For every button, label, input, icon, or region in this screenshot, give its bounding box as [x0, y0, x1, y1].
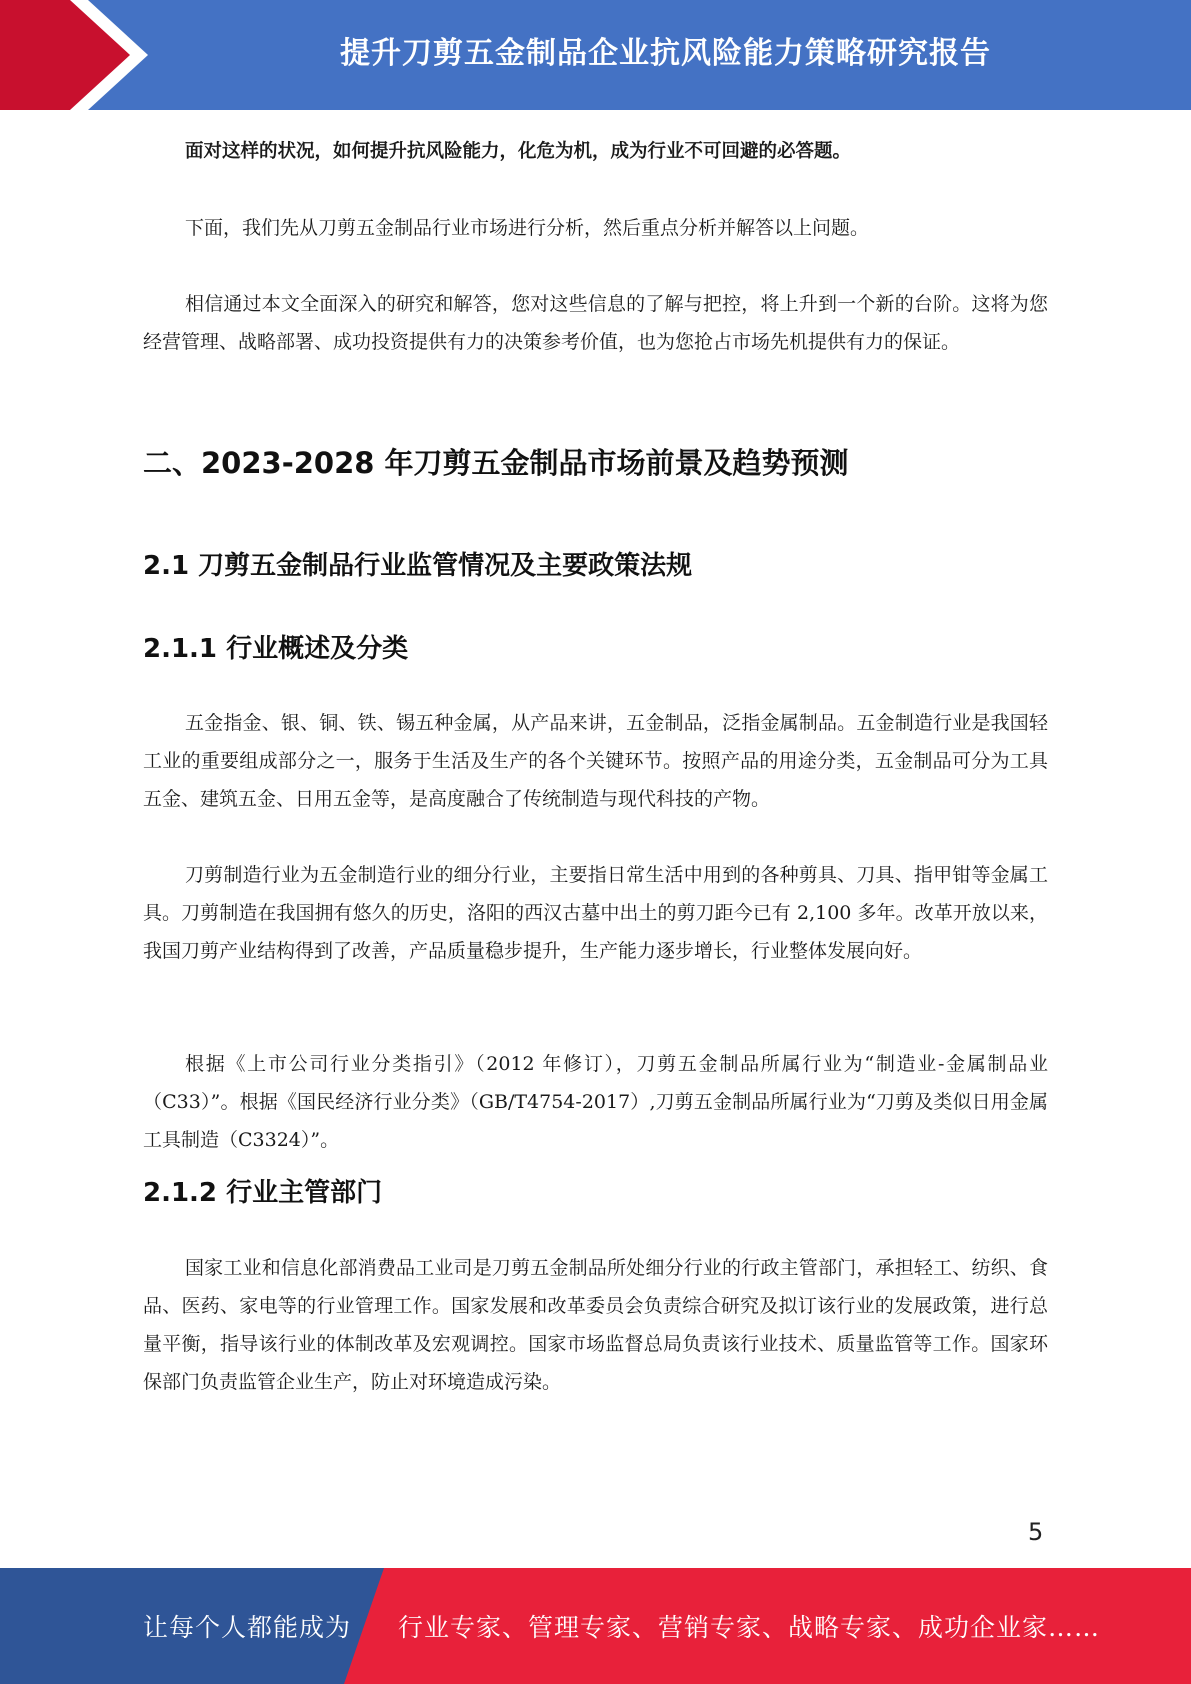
paragraph-trust: 相信通过本文全面深入的研究和解答，您对这些信息的了解与把控，将上升到一个新的台阶。这将为您经营管理、战略部署、成功投资提供有力的决策参考价值，也为您抢占市场先机提供有力的保证。	[143, 293, 1048, 353]
header-title: 提升刀剪五金制品企业抗风险能力策略研究报告	[340, 36, 991, 71]
paragraph-bold-question: 面对这样的状况，如何提升抗风险能力，化危为机，成为行业不可回避的必答题。	[185, 141, 852, 162]
footer-slogan-right: 行业专家、管理专家、营销专家、战略专家、成功企业家……	[398, 1613, 1101, 1642]
section-title: 二、2023-2028 年刀剪五金制品市场前景及趋势预测	[143, 446, 849, 480]
subsubsection-title-authority: 2.1.2 行业主管部门	[143, 1178, 383, 1208]
paragraph-hardware: 五金指金、银、铜、铁、锡五种金属，从产品来讲，五金制品，泛指金属制品。五金制造行业是我国轻工业的重要组成部分之一，服务于生活及生产的各个关键环节。按照产品的用途分类，五金制品可分为工具五金、建筑五金、日用五金等，是高度融合了传统制造与现代科技的产物。	[143, 712, 1048, 810]
page-number: 5	[1028, 1518, 1044, 1546]
paragraph-intro: 下面，我们先从刀剪五金制品行业市场进行分析，然后重点分析并解答以上问题。	[185, 217, 870, 239]
paragraph-scissors: 刀剪制造行业为五金制造行业的细分行业，主要指日常生活中用到的各种剪具、刀具、指甲钳等金属工具。刀剪制造在我国拥有悠久的历史，洛阳的西汉古墓中出土的剪刀距今已有 2,100 多年。改革开放以来，我国刀剪产业结构得到了改善，产品质量稳步提升，生产能力逐步增长，行业整体发展向好。	[143, 864, 1048, 962]
footer-banner	[0, 1568, 1191, 1684]
paragraph-classification: 根据《上市公司行业分类指引》（2012 年修订），刀剪五金制品所属行业为“制造业-金属制品业（C33）”。根据《国民经济行业分类》（GB/T4754-2017）,刀剪五金制品所属行业为“刀剪及类似日用金属工具制造（C3324）”。	[143, 1053, 1048, 1151]
paragraph-authority: 国家工业和信息化部消费品工业司是刀剪五金制品所处细分行业的行政主管部门，承担轻工、纺织、食品、医药、家电等的行业管理工作。国家发展和改革委员会负责综合研究及拟订该行业的发展政策，进行总量平衡，指导该行业的体制改革及宏观调控。国家市场监督总局负责该行业技术、质量监管等工作。国家环保部门负责监管企业生产，防止对环境造成污染。	[143, 1257, 1048, 1393]
header-banner	[0, 0, 1191, 110]
subsection-title: 2.1 刀剪五金制品行业监管情况及主要政策法规	[143, 551, 693, 581]
footer-slogan-left: 让每个人都能成为	[143, 1613, 352, 1642]
subsubsection-title-overview: 2.1.1 行业概述及分类	[143, 634, 409, 664]
